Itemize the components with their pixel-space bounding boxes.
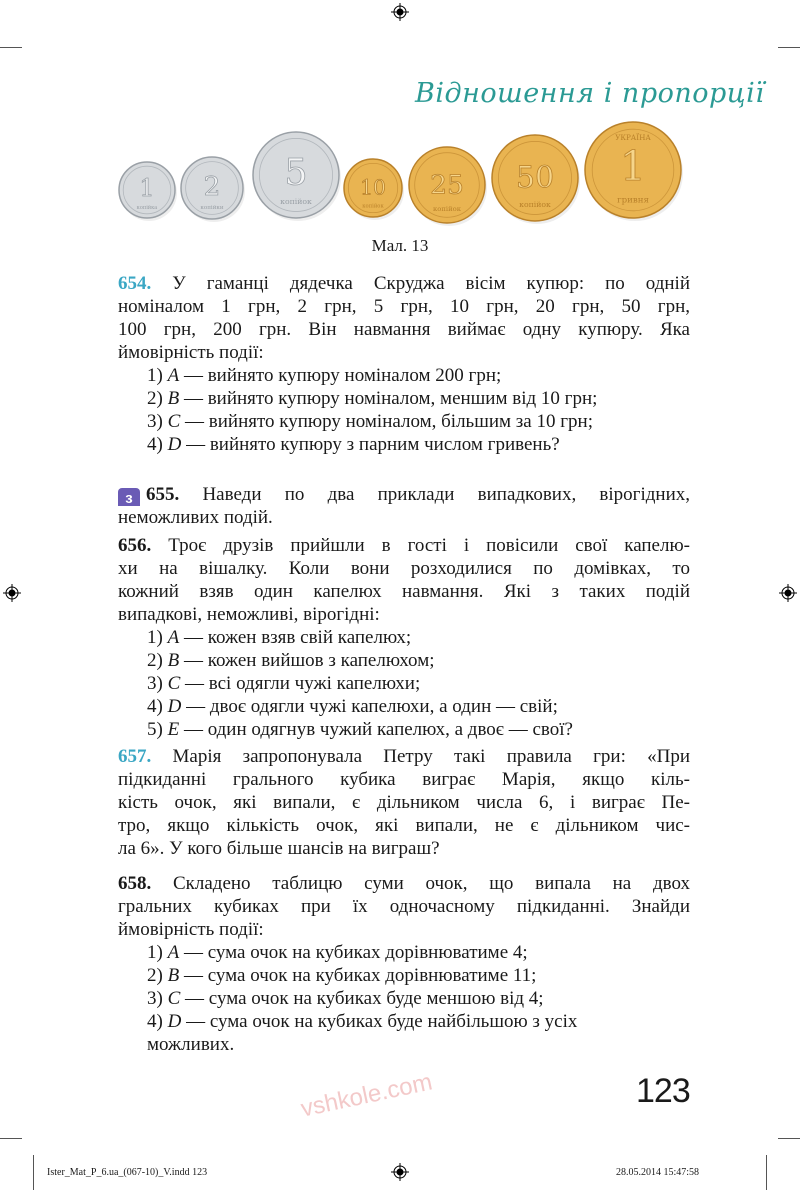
coin-value: 5 <box>284 150 308 194</box>
list-item: 4) D — сума очок на кубиках буде найбільшою з усіх <box>147 1011 578 1032</box>
coin-label: копійок <box>519 200 551 210</box>
figure-caption: Мал. 13 <box>371 236 429 255</box>
coin-label: копійок <box>432 204 462 213</box>
coin-value: 10 <box>360 175 386 200</box>
group-work-icon: з <box>118 488 140 506</box>
text-line: 654. У гаманці дядечка Скруджа вісім купюр: по одній <box>118 273 690 294</box>
text-line: неможливих подій. <box>118 507 273 528</box>
registration-mark-icon <box>3 584 21 602</box>
list-item: 2) B — вийнято купюру номіналом, меншим від 10 грн; <box>147 388 598 409</box>
text-line: підкиданні грального кубика виграє Марія, якщо кіль- <box>118 769 690 790</box>
coin <box>253 132 341 221</box>
registration-mark-icon <box>779 584 797 602</box>
list-item: 1) A — вийнято купюру номіналом 200 грн; <box>147 365 502 386</box>
text-line: ймовірність події: <box>118 342 264 363</box>
section-title: Відношення і пропорції <box>415 78 765 109</box>
text-line: хи на вішалку. Коли вони розходилися по домівках, то <box>118 558 690 579</box>
coin-value: 1 <box>139 174 155 203</box>
registration-mark-icon <box>391 1163 409 1181</box>
list-item: 4) D — вийнято купюру з парним числом гривень? <box>147 434 560 455</box>
coin-country: УКРАЇНА <box>615 133 651 143</box>
problem-number: 654. <box>118 273 152 294</box>
text-line: 658. Складено таблицю суми очок, що випала на двох <box>118 873 690 894</box>
list-item: можливих. <box>147 1034 235 1055</box>
crop-mark <box>778 47 800 48</box>
text-line: з 655. Наведи по два приклади випадкових, вірогідних, <box>118 483 690 506</box>
list-item: 4) D — двоє одягли чужі капелюхи, а один — свій; <box>147 696 558 717</box>
list-item: 2) B — кожен вийшов з капелюхом; <box>147 650 435 671</box>
registration-mark-icon <box>391 3 409 21</box>
coin-value: 50 <box>515 160 555 196</box>
coin <box>119 162 177 221</box>
list-item: 3) C — вийнято купюру номіналом, більшим за 10 грн; <box>147 411 593 432</box>
coin-label: копійок <box>362 203 384 210</box>
list-item: 2) B — сума очок на кубиках дорівнюватиме 11; <box>147 965 537 986</box>
list-item: 1) A — кожен взяв свій капелюх; <box>147 627 412 648</box>
coin-value: 2 <box>203 171 221 202</box>
problem-656 <box>118 534 690 741</box>
footer-timestamp: 28.05.2014 15:47:58 <box>616 1167 700 1178</box>
text-line: гральних кубиках при їх одночасному підкиданні. Знайди <box>118 896 690 917</box>
coins-figure <box>0 110 800 235</box>
crop-mark <box>766 1155 767 1190</box>
coin <box>344 159 404 220</box>
page-number: 123 <box>636 1072 690 1110</box>
watermark: vshkole.com <box>298 1068 435 1123</box>
coin-value: 1 <box>620 142 646 191</box>
problem-654 <box>118 272 690 456</box>
list-item: 1) A — сума очок на кубиках дорівнюватиме 4; <box>147 942 528 963</box>
text-line: тро, якщо кількість очок, які випали, не є дільником чис- <box>118 815 690 836</box>
list-item: 3) C — сума очок на кубиках буде меншою від 4; <box>147 988 544 1009</box>
problem-655 <box>118 483 690 529</box>
problem-number: 656. <box>118 535 152 556</box>
coin <box>585 122 683 221</box>
coin-label: гривня <box>617 195 649 206</box>
list-item: 5) E — один одягнув чужий капелюх, а двоє — свої? <box>147 719 573 740</box>
footer-file: Ister_Mat_P_6.ua_(067-10)_V.indd 123 <box>47 1167 208 1178</box>
text-line: 656. Троє друзів прийшли в гості і повісили свої капелю- <box>118 535 690 556</box>
coin-label: копійка <box>136 205 158 212</box>
crop-mark <box>0 47 22 48</box>
problem-number: 655. <box>146 484 180 505</box>
coin <box>181 157 245 222</box>
text-line: 657. Марія запропонувала Петру такі правила гри: «При <box>118 746 690 767</box>
text-line: 100 грн, 200 грн. Він навмання виймає одну купюру. Яка <box>118 319 690 340</box>
crop-mark <box>778 1138 800 1139</box>
text-line: ла 6». У кого більше шансів на виграш? <box>118 838 440 859</box>
coin-label: копійки <box>200 205 224 212</box>
text-line: кість очок, які випали, є дільником числа 6, і виграє Пе- <box>118 792 690 813</box>
coin-value: 25 <box>430 169 464 201</box>
text-line: номіналом 1 грн, 2 грн, 5 грн, 10 грн, 20 грн, 50 грн, <box>118 296 690 317</box>
problem-657 <box>118 745 690 860</box>
text-line: кожний взяв один капелюх навмання. Які з таких подій <box>118 581 690 602</box>
coin-label: копійок <box>280 197 312 207</box>
crop-mark <box>33 1155 34 1190</box>
problem-number: 658. <box>118 873 152 894</box>
problem-658 <box>118 872 690 1056</box>
problem-number: 657. <box>118 746 152 767</box>
coin <box>409 147 487 226</box>
list-item: 3) C — всі одягли чужі капелюхи; <box>147 673 421 694</box>
text-line: ймовірність події: <box>118 919 264 940</box>
coin <box>492 135 580 224</box>
crop-mark <box>0 1138 22 1139</box>
text-line: випадкові, неможливі, вірогідні: <box>118 604 380 625</box>
